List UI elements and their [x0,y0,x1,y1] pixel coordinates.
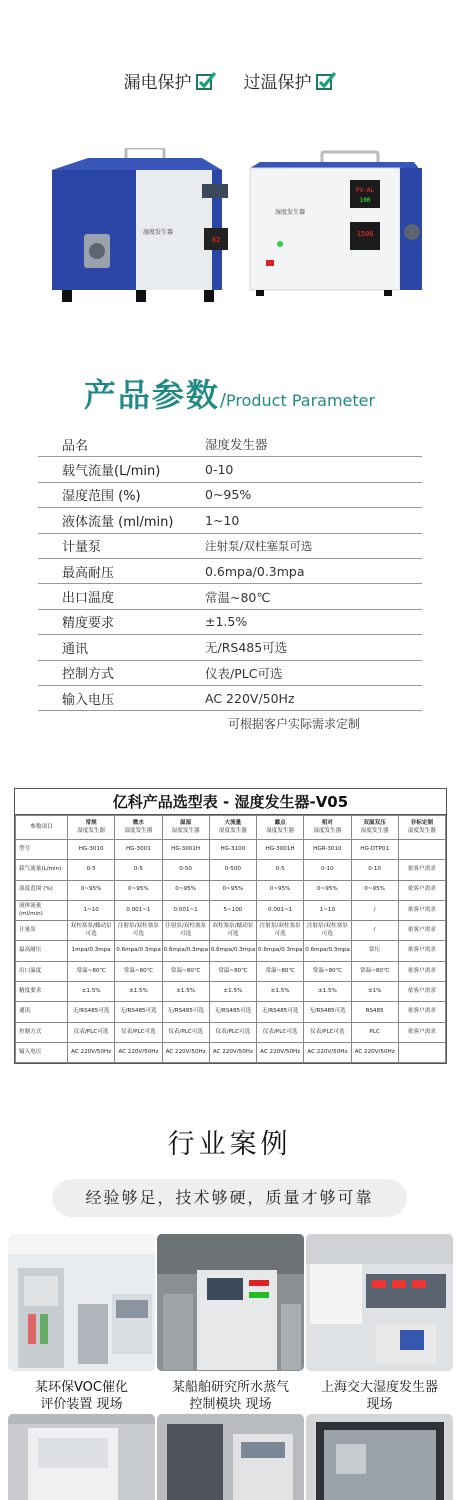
selection-row [16,1002,446,1022]
selection-row-label: 计量泵 [16,921,68,941]
param-row [38,584,422,609]
right-display-bottom: 1506 [356,230,374,238]
selection-row-label: 通讯 [16,1002,68,1022]
selection-cell: 0-5 [115,860,162,880]
selection-cell: 无/RS485可选 [115,1002,162,1022]
selection-cell [398,1042,445,1062]
product-parameter-title [0,370,459,416]
param-row [38,559,422,584]
param-key: 载气流量(L/min) [62,464,161,480]
selection-row [16,840,446,860]
param-key: 品名 [62,438,89,454]
selection-cell: 注射泵/双柱塞泵可选 [257,921,304,941]
selection-cell: 无/RS485可选 [68,1002,115,1022]
selection-cell: AC 220V/50Hz [115,1042,162,1062]
param-value: 仪表/PLC可选 [205,665,283,681]
selection-cell: 常温~80℃ [209,961,256,981]
feature-label: 过温保护 [243,73,312,93]
selection-row [16,860,446,880]
selection-cell: 0-500 [209,860,256,880]
case-photo [8,1234,155,1371]
case-photo [8,1414,155,1500]
param-key: 湿度范围 (%) [62,489,141,505]
selection-cell: 常温~80℃ [304,961,351,981]
selection-cell: 5~100 [209,900,256,920]
selection-cell: 依客户需求 [398,900,445,920]
selection-grid [15,815,446,1063]
case-caption-line1: 某船舶研究所水蒸气 [171,1380,289,1395]
selection-cell: AC 220V/50Hz [162,1042,209,1062]
title-separator: / [219,390,226,411]
selection-cell: 无/RS485可选 [304,1002,351,1022]
selection-cell: 0.6mpa/0.3mpa [162,941,209,961]
selection-cell: ±1.5% [304,982,351,1002]
selection-cell: 依客户需求 [398,1022,445,1042]
selection-cell: AC 220V/50Hz [68,1042,115,1062]
selection-cell: 0.001~1 [257,900,304,920]
selection-header-cell: 温湿 湿度发生器 [162,816,209,840]
selection-cell: 常温~80℃ [351,961,398,981]
right-display-top-sub: 100 [359,197,371,204]
selection-cell: RS485 [351,1002,398,1022]
selection-header-cell: 非标定制 湿度发生器 [398,816,445,840]
selection-cell [398,840,445,860]
left-display-value: 82 [211,236,221,244]
selection-cell: 仪表/PLC可选 [257,1022,304,1042]
selection-header-cell: 常规 湿度发生器 [68,816,115,840]
param-key: 液体流量 (ml/min) [62,514,174,530]
section-title-en: Product Parameter [226,391,376,410]
param-row [38,457,422,482]
param-value: AC 220V/50Hz [205,690,295,706]
selection-cell: 仪表/PLC可选 [209,1022,256,1042]
selection-header-cell: 大流量 湿度发生器 [209,816,256,840]
case-photo [306,1414,453,1500]
selection-cell: HG-DTP01 [351,840,398,860]
param-value: 湿度发生器 [205,437,268,453]
param-row [38,508,422,533]
selection-row [16,1022,446,1042]
selection-row [16,941,446,961]
case-photo [157,1414,304,1500]
selection-cell: 仪表/PLC可选 [162,1022,209,1042]
selection-table [14,788,447,1064]
case-caption [8,1379,155,1413]
selection-cell: 0.6mpa/0.3mpa [115,941,162,961]
selection-row-label: 载气流量(L/min) [16,860,68,880]
left-front-label: 湿度发生器 [142,229,174,236]
case-photo [306,1234,453,1371]
selection-cell: / [351,921,398,941]
right-humidity-generator [250,152,422,296]
param-row [38,534,422,559]
selection-cell: 仪表/PLC可选 [68,1022,115,1042]
right-display-top: PV-AL [355,187,375,194]
product-photo [44,148,424,330]
case-photo [157,1234,304,1371]
selection-cell: 仪表/PLC可选 [115,1022,162,1042]
param-key: 最高耐压 [62,565,115,581]
selection-cell: HG-3100 [209,840,256,860]
case-card-partial [8,1414,155,1500]
selection-cell: 依客户需求 [398,921,445,941]
selection-cell: AC 220V/50Hz [257,1042,304,1062]
selection-cell: 常温~80℃ [162,961,209,981]
selection-header-cell: 参数项目 [16,816,68,840]
selection-row-label: 最高耐压 [16,941,68,961]
selection-cell: 0.001~1 [115,900,162,920]
selection-cell: 0~95% [68,880,115,900]
cases-title: 行业案例 [167,1129,292,1160]
param-value: 0-10 [205,462,234,478]
param-row [38,432,422,457]
selection-cell: 0-50 [162,860,209,880]
param-value: ±1.5% [205,614,248,630]
selection-cell: ±1.5% [209,982,256,1002]
selection-cell: HGR-3010 [304,840,351,860]
feature-overtemp-protection [244,68,336,93]
case-card [306,1234,453,1413]
case-caption-line1: 上海交大湿度发生器 [320,1380,438,1395]
feature-leakage-protection [124,68,216,93]
selection-cell: 常温~80℃ [257,961,304,981]
selection-cell: 注射泵/双柱塞泵可选 [162,921,209,941]
param-value: 无/RS485可选 [205,640,288,656]
selection-cell: 依客户需求 [398,961,445,981]
selection-header-cell: 双温双压 湿度发生器 [351,816,398,840]
selection-cell: 双柱塞泵/蠕动泵可选 [209,921,256,941]
selection-row-label: 输入电压 [16,1042,68,1062]
selection-cell: 0~95% [257,880,304,900]
param-key: 控制方式 [62,667,115,683]
case-caption [306,1379,453,1413]
selection-cell: HG-3001H [257,840,304,860]
selection-cell: 1mpa/0.3mpa [68,941,115,961]
selection-cell: 依客户需求 [398,860,445,880]
section-title-cn: 产品参数 [83,376,220,414]
feature-list [0,68,459,93]
case-caption-line2: 控制模块 现场 [189,1397,272,1412]
selection-cell: PLC [351,1022,398,1042]
selection-cell: 0~95% [209,880,256,900]
param-row [38,610,422,635]
case-caption [157,1379,304,1413]
feature-label: 漏电保护 [123,73,192,93]
selection-row [16,880,446,900]
selection-cell: 0~95% [304,880,351,900]
checkbox-checked-icon [316,72,336,90]
selection-header-row [16,816,446,840]
selection-header-cell: 微水 湿度发生器 [115,816,162,840]
selection-cell: 0.6mpa/0.3mpa [209,941,256,961]
param-row [38,483,422,508]
selection-cell: 0~95% [115,880,162,900]
selection-cell: 0-10 [304,860,351,880]
selection-cell: ±1.5% [162,982,209,1002]
selection-cell: AC 220V/50Hz [209,1042,256,1062]
selection-header-cell: 相对 湿度发生器 [304,816,351,840]
case-card-partial [157,1414,304,1500]
selection-cell: HG-3010 [68,840,115,860]
selection-cell: 0.001~1 [162,900,209,920]
param-row [38,635,422,660]
selection-row-label: 出口温度 [16,961,68,981]
selection-cell: 0-5 [68,860,115,880]
selection-cell: 0-5 [257,860,304,880]
selection-row-label: 控制方式 [16,1022,68,1042]
selection-cell: ±1.5% [68,982,115,1002]
param-key: 输入电压 [62,692,115,708]
selection-cell: 无/RS485可选 [162,1002,209,1022]
selection-cell: 常压 [351,941,398,961]
param-key: 计量泵 [62,540,102,556]
selection-cell: 1~10 [68,900,115,920]
selection-cell: ±1.5% [115,982,162,1002]
selection-cell: 0.6mpa/0.3mpa [257,941,304,961]
customization-note: 可根据客户实际需求定制 [228,717,361,731]
selection-row-label: 液体流量 (ml/min) [16,900,68,920]
selection-cell: HG-3001 [115,840,162,860]
right-front-label: 湿度发生器 [274,209,306,216]
selection-cell: 0-10 [351,860,398,880]
case-card-partial [306,1414,453,1500]
selection-cell: 双柱塞泵/蠕动泵可选 [68,921,115,941]
selection-cell: AC 220V/50Hz [351,1042,398,1062]
selection-row [16,1042,446,1062]
selection-cell: 无/RS485可选 [209,1002,256,1022]
selection-cell: 依客户需求 [398,1002,445,1022]
selection-cell: 常温~80℃ [115,961,162,981]
selection-cell: 依客户需求 [398,880,445,900]
selection-row-label: 精度要求 [16,982,68,1002]
case-card [8,1234,155,1413]
param-row [38,661,422,686]
selection-row [16,982,446,1002]
selection-row [16,921,446,941]
selection-cell: 常温~80℃ [68,961,115,981]
param-value: 常温~80℃ [205,589,271,605]
param-value: 注射泵/双柱塞泵可选 [205,538,313,553]
selection-row [16,900,446,920]
left-humidity-generator [52,148,228,302]
parameter-table [38,432,422,711]
case-caption-line2: 现场 [366,1397,393,1412]
selection-cell: 0~95% [162,880,209,900]
selection-row-label: 湿度范围 (%) [16,880,68,900]
selection-row-label: 型号 [16,840,68,860]
selection-cell: 注射泵/双柱塞泵可选 [115,921,162,941]
selection-row [16,961,446,981]
param-row [38,686,422,711]
selection-cell: HG-3001H [162,840,209,860]
selection-cell: 仪表/PLC可选 [304,1022,351,1042]
param-value: 1~10 [205,512,240,528]
selection-cell: 0~95% [351,880,398,900]
case-caption-line1: 某环保VOC催化 [35,1380,128,1395]
selection-cell: 注射泵/双柱塞泵可选 [304,921,351,941]
case-caption-line2: 评价装置 现场 [40,1397,123,1412]
case-card [157,1234,304,1413]
param-key: 精度要求 [62,616,115,632]
selection-cell: 1~10 [304,900,351,920]
selection-cell: 0.6mpa/0.3mpa [304,941,351,961]
selection-table-title: 亿科产品选型表 - 湿度发生器-V05 [15,789,446,815]
selection-header-cell: 露点 湿度发生器 [257,816,304,840]
checkbox-checked-icon [196,72,216,90]
selection-cell: ±1.5% [257,982,304,1002]
cases-banner: 经验够足，技术够硬，质量才够可靠 [52,1179,407,1217]
selection-cell: AC 220V/50Hz [304,1042,351,1062]
param-key: 出口温度 [62,591,115,607]
selection-cell: 无/RS485可选 [257,1002,304,1022]
param-value: 0~95% [205,487,252,503]
selection-cell: / [351,900,398,920]
selection-cell: 依客户需求 [398,941,445,961]
param-value: 0.6mpa/0.3mpa [205,563,305,579]
selection-cell: 依客户需求 [398,982,445,1002]
selection-cell: ±1% [351,982,398,1002]
param-key: 通讯 [62,641,89,657]
